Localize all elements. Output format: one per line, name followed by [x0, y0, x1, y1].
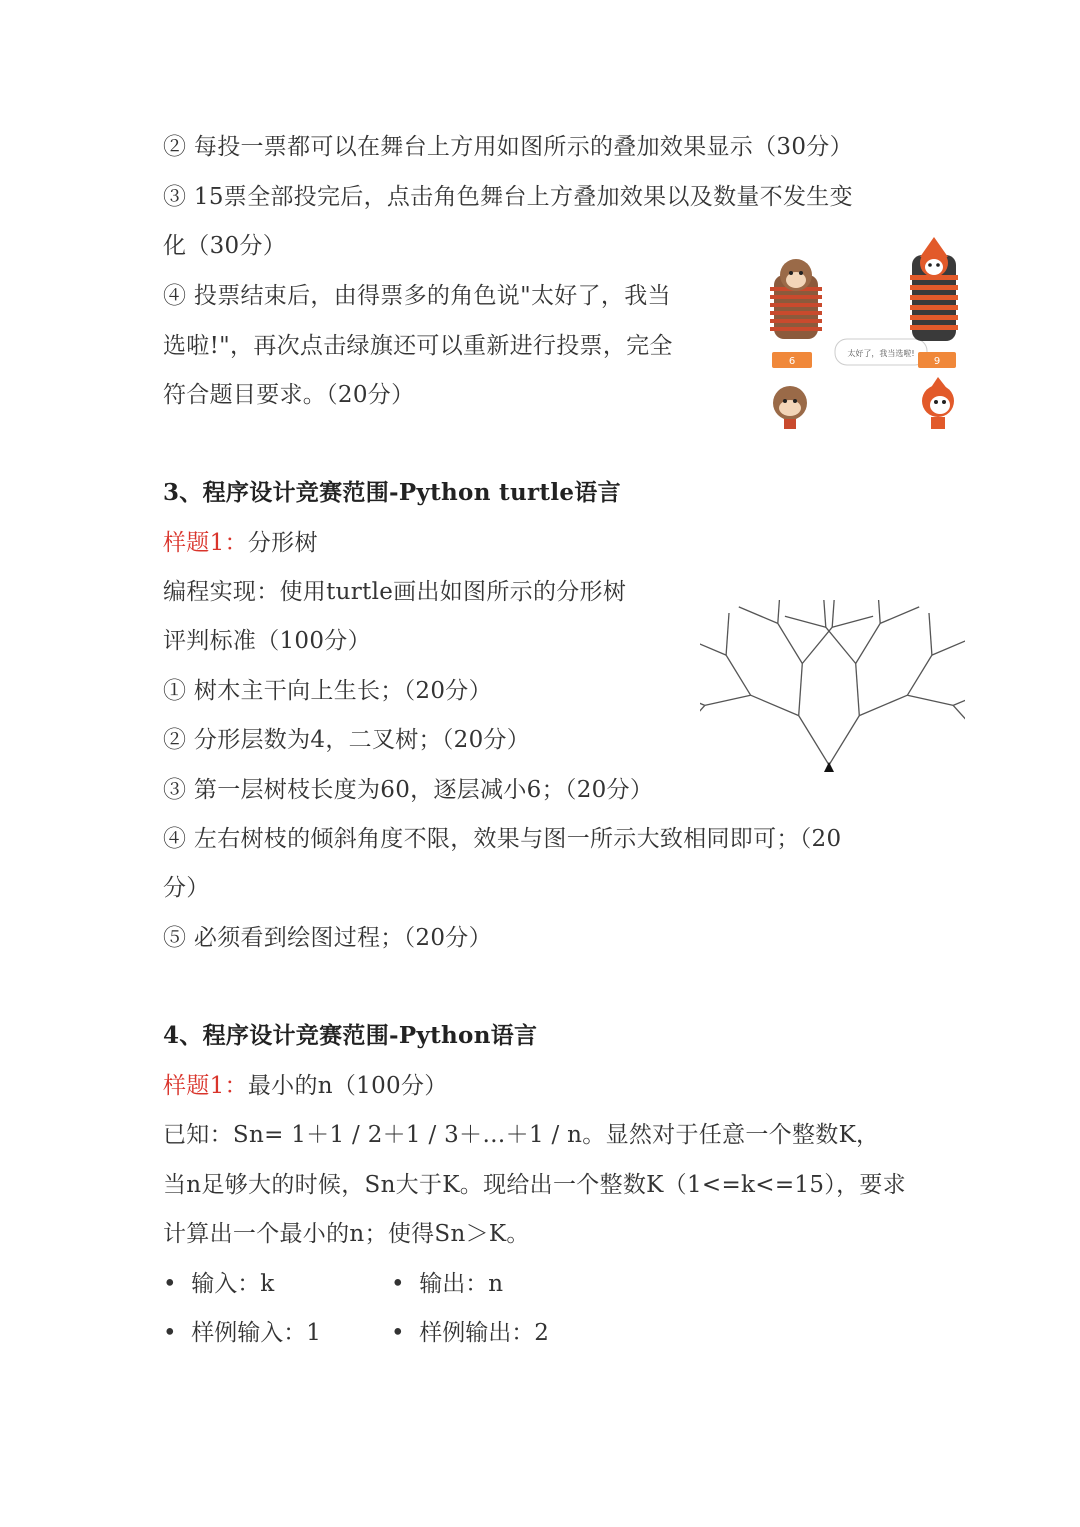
tree-branch	[778, 623, 803, 663]
tree-branch	[739, 607, 778, 624]
section-3-criterion-5: ⑤ 必须看到绘图过程；（20分）	[163, 925, 492, 951]
section-3-criterion-4-line1: ④ 左右树枝的倾斜角度不限，效果与图一所示大致相同即可；（20	[163, 826, 842, 852]
criterion-4-text-line3: 符合题目要求。（20分）	[163, 382, 415, 408]
tree-branch	[929, 613, 932, 655]
tree-branch	[877, 600, 880, 623]
section-3-criteria-title: 评判标准（100分）	[163, 628, 371, 654]
tree-branch	[953, 705, 965, 737]
tree-branch	[799, 716, 829, 765]
monkey-icon	[773, 386, 807, 429]
sample-title: 最小的n（100分）	[247, 1073, 448, 1099]
section-3-criterion-1: ① 树木主干向上生长；（20分）	[163, 678, 492, 704]
flame-character-icon	[922, 377, 954, 429]
section-4-heading: 4、程序设计竞赛范围-Python语言	[163, 1022, 538, 1049]
io-output-text: 输出：n	[419, 1271, 504, 1297]
tree-branch	[880, 607, 919, 624]
vote-result-figure	[760, 235, 975, 435]
tree-branch	[907, 655, 932, 695]
section-3-criterion-4-line2: 分）	[163, 875, 210, 901]
tree-branch	[829, 716, 859, 765]
io-output: • 输出：n	[391, 1271, 504, 1297]
section-4-sample-title	[163, 1071, 448, 1101]
section-4-desc-line2: 当n足够大的时候，Sn大于K。现给出一个整数K（1<=k<=15），要求	[163, 1172, 906, 1198]
io-input-text: 输入：k	[191, 1271, 275, 1297]
io-input: • 输入：k	[163, 1271, 275, 1297]
sample-input-text: 样例输入：1	[191, 1320, 321, 1346]
tree-branch	[856, 664, 860, 716]
tree-branch	[778, 600, 781, 623]
monkey-stack-icon	[770, 259, 822, 339]
section-4-desc-line3: 计算出一个最小的n；使得Sn＞K。	[163, 1221, 530, 1247]
section-4-desc-line1: 已知：Sn= 1＋1 / 2＋1 / 3＋…＋1 / n。显然对于任意一个整数K，	[163, 1122, 880, 1148]
criterion-4-text-line2: 选啦!"，再次点击绿旗还可以重新进行投票，完全	[163, 333, 673, 359]
section-3-criterion-2: ② 分形层数为4，二叉树；（20分）	[163, 727, 531, 753]
tree-branch	[832, 616, 873, 627]
section-3-task: 编程实现：使用turtle画出如图所示的分形树	[163, 579, 627, 605]
sample-output: • 样例输出：2	[391, 1320, 549, 1346]
tree-branch	[856, 623, 881, 663]
tree-branch	[826, 627, 856, 663]
tree-branch	[705, 695, 751, 705]
sample-label: 样题1：	[163, 1073, 248, 1099]
section-3-heading: 3、程序设计竞赛范围-Python turtle语言	[163, 479, 621, 506]
tree-branch	[751, 695, 799, 715]
speech-bubble-text: 太好了，我当选啦!	[847, 349, 915, 358]
right-count: 9	[933, 356, 941, 367]
tree-branch	[700, 689, 705, 706]
tree-branch	[726, 655, 751, 695]
tree-branch	[953, 689, 965, 706]
tree-branch	[932, 639, 965, 656]
sample-label: 样题1：	[163, 530, 248, 556]
criterion-3-text-line1: ③ 15票全部投完后，点击角色舞台上方叠加效果以及数量不发生变	[163, 184, 853, 210]
tree-branch	[907, 695, 953, 705]
fractal-tree-figure	[700, 600, 965, 780]
sample-output-text: 样例输出：2	[419, 1320, 549, 1346]
tree-branch	[785, 616, 826, 627]
flame-character-stack-icon	[910, 237, 958, 341]
section-3-sample-title	[163, 528, 318, 558]
tree-branch	[700, 705, 705, 737]
section-3-criterion-3: ③ 第一层树枝长度为60，逐层减小6；（20分）	[163, 777, 654, 803]
tree-branch	[700, 639, 726, 656]
tree-branch	[802, 627, 832, 663]
turtle-cursor-icon	[824, 762, 834, 772]
tree-branch	[832, 600, 835, 627]
tree-branch	[859, 695, 907, 715]
tree-branch	[726, 613, 729, 655]
tree-branch	[799, 664, 803, 716]
fractal-tree-branches	[700, 600, 965, 765]
sample-input: • 样例输入：1	[163, 1320, 321, 1346]
criterion-4-text-line1: ④ 投票结束后，由得票多的角色说"太好了，我当	[163, 283, 671, 309]
criterion-2-text: ② 每投一票都可以在舞台上方用如图所示的叠加效果显示（30分）	[163, 134, 853, 160]
sample-title: 分形树	[247, 530, 318, 556]
left-count: 6	[788, 356, 796, 367]
tree-branch	[823, 600, 826, 627]
criterion-3-text-line2: 化（30分）	[163, 233, 287, 259]
